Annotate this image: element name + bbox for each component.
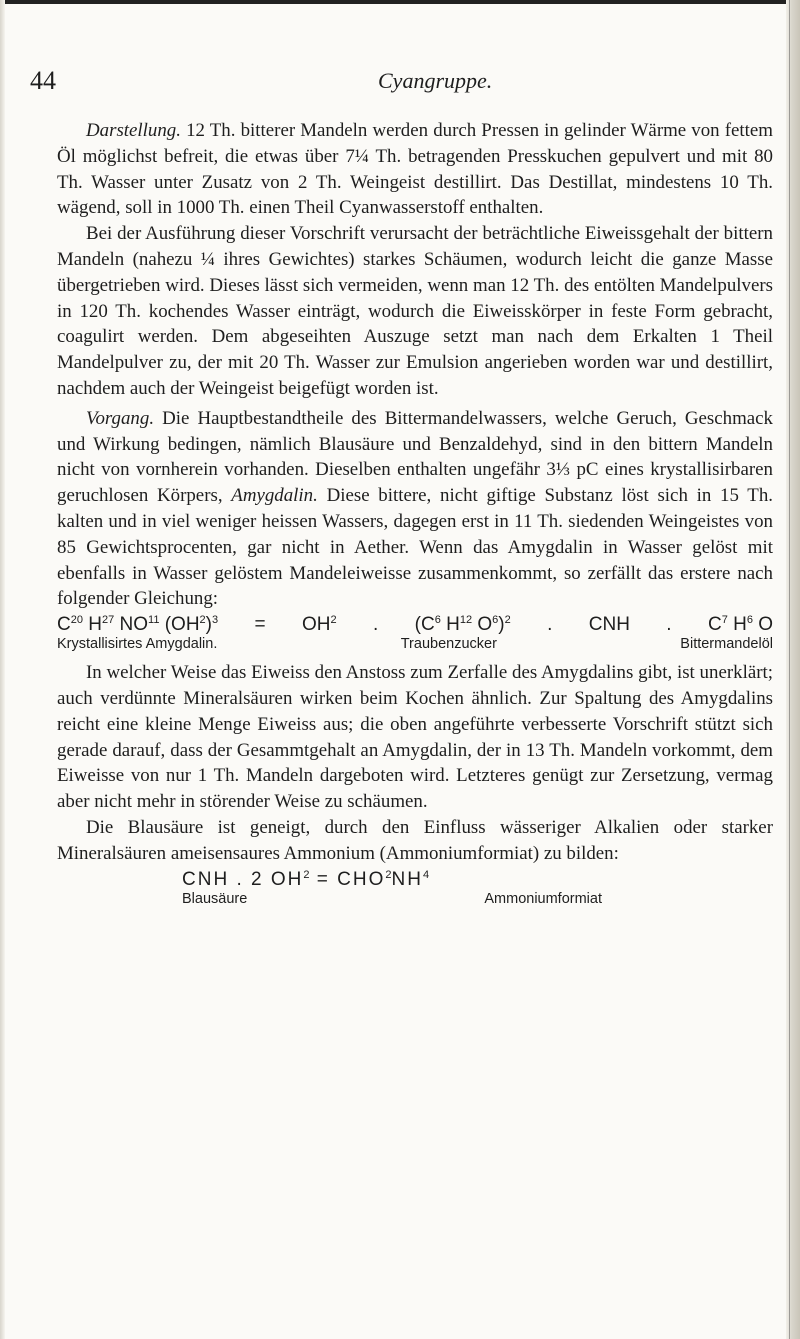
formula-traubenzucker: ($C^6$ $H^{12}$ $O^6)^2$ bbox=[414, 614, 511, 636]
paragraph-zerfall: In welcher Weise das Eiweiss den Anstoss zum Zerfalle des Amygdalins gibt, ist unerklärt; auch verdünnte Mineralsäuren wirken beim Kochen ähnlich. Zur Spaltung des Amygdalins reicht eine kleine Menge Eiweiss aus; die oben angeführte verbesserte Vorschrift stützt sich gerade darauf, dass der Gesammtgehalt an Amygdalin, der in 13 Th. Mandeln vorkommt, dem Eiweisse von nur 1 Th. Mandeln dargeboten wird. Letzteres genügt zur Zersetzung, vermag aber nicht mehr in störender Weise zu schäumen. bbox=[57, 662, 773, 813]
caption-blausaeure: Blausäure bbox=[182, 890, 248, 907]
page-body bbox=[57, 118, 773, 907]
equals-sign: = bbox=[254, 614, 266, 636]
paragraph-blausaeure: Die Blausäure ist geneigt, durch den Einfluss wässeriger Alkalien oder starker Mineralsäuren ameisensaures Ammonium (Ammoniumformiat) zu bilden: bbox=[57, 816, 773, 864]
formula-bittermandeloel: $C^7$ $H^6$ O bbox=[707, 614, 773, 636]
formula-water: $OH^2$ bbox=[301, 614, 337, 636]
section-lead-darstellung: Darstellung. bbox=[86, 120, 181, 141]
formula-blausaeure: CNH . 2 $OH^2$ bbox=[182, 868, 310, 890]
page-right-edge bbox=[786, 0, 800, 1339]
paragraph-text: 12 Th. bitterer Mandeln werden durch Pressen in gelinder Wärme von fettem Öl möglichst befreit, die etwas über 7¼ Th. betragenden Presskuchen gepulvert und mit 80 Th. Wasser unter Zusatz von 2 Th. Weingeist destillirt. Das Destillat, mindestens 10 Th. wägend, soll in 1000 Th. einen Theil Cyanwasserstoff enthalten. bbox=[57, 120, 773, 219]
page-top-border bbox=[0, 0, 800, 4]
formula-dot: . bbox=[547, 614, 553, 636]
equals-sign: = bbox=[309, 868, 338, 890]
equation-amygdalin bbox=[57, 614, 773, 652]
caption-bittermandeloel: Bittermandelöl bbox=[680, 636, 773, 653]
paragraph-ausfuehrung: Bei der Ausführung dieser Vorschrift verursacht der beträchtliche Eiweissgehalt der bittern Mandeln (nahezu ¼ ihres Gewichtes) starkes Schäumen, wodurch leicht die ganze Masse übergetrieben wird. Dieses lässt sich vermeiden, wenn man 12 Th. des entölten Mandelpulvers in 120 Th. kochendes Wasser einträgt, wodurch die Eiweisskörper in feste Form gebracht, coagulirt werden. Dem abgeseihten Auszuge setzt man nach dem Erkalten 1 Theil Mandelpulver zu, der mit 20 Th. Wasser zur Emulsion angerieben worden war und destillirt, nachdem auch der Weingeist beigefügt worden ist. bbox=[57, 223, 773, 399]
page-left-edge bbox=[0, 0, 5, 1339]
term-amygdalin: Amygdalin. bbox=[231, 485, 318, 507]
caption-traubenzucker: Traubenzucker bbox=[400, 636, 497, 653]
section-lead-vorgang: Vorgang. bbox=[86, 407, 155, 429]
caption-ammoniumformiat: Ammoniumformiat bbox=[484, 890, 602, 907]
formula-ammoniumformiat: $CHO^2NH^4$ bbox=[337, 868, 430, 890]
page-header bbox=[30, 66, 770, 106]
paragraph-text: Die Hauptbestandtheile des Bittermandelwassers, welche Geruch, Geschmack und Wirkung bedingen, nämlich Blausäure und Benzaldehyd, sind in den bittern Mandeln nicht von vornherein vorhanden. Dieselben enthalten ungefähr 3⅓ pC eines krystallisirbaren geruchlosen Körpers, bbox=[57, 407, 773, 507]
equation-blausaeure bbox=[57, 869, 773, 907]
formula-cnh: CNH bbox=[588, 614, 630, 636]
formula-amygdalin: $C^{20}$ $H^{27}$ NO$^{11}$ $(OH^2)^3$ bbox=[57, 614, 219, 636]
paragraph-darstellung bbox=[57, 118, 773, 221]
paragraph-vorgang bbox=[57, 406, 773, 612]
running-head: Cyangruppe. bbox=[378, 68, 493, 93]
formula-dot: . bbox=[372, 614, 379, 636]
paragraph-text: Diese bittere, nicht giftige Substanz löst sich in 15 Th. kalten und in viel weniger heissen Wassers, dagegen erst in 11 Th. siedenden Weingeistes von 85 Gewichtsprocenten, gar nicht in Aether. Wenn das Amygdalin in Wasser gelöst mit ebenfalls in Wasser gelöstem Mandeleiweisse zusammenkommt, so zerfällt das erstere nach folgender Gleichung: bbox=[57, 485, 773, 610]
formula-dot: . bbox=[666, 614, 672, 636]
page-number: 44 bbox=[30, 66, 56, 95]
caption-amygdalin: Krystallisirtes Amygdalin. bbox=[57, 636, 218, 653]
